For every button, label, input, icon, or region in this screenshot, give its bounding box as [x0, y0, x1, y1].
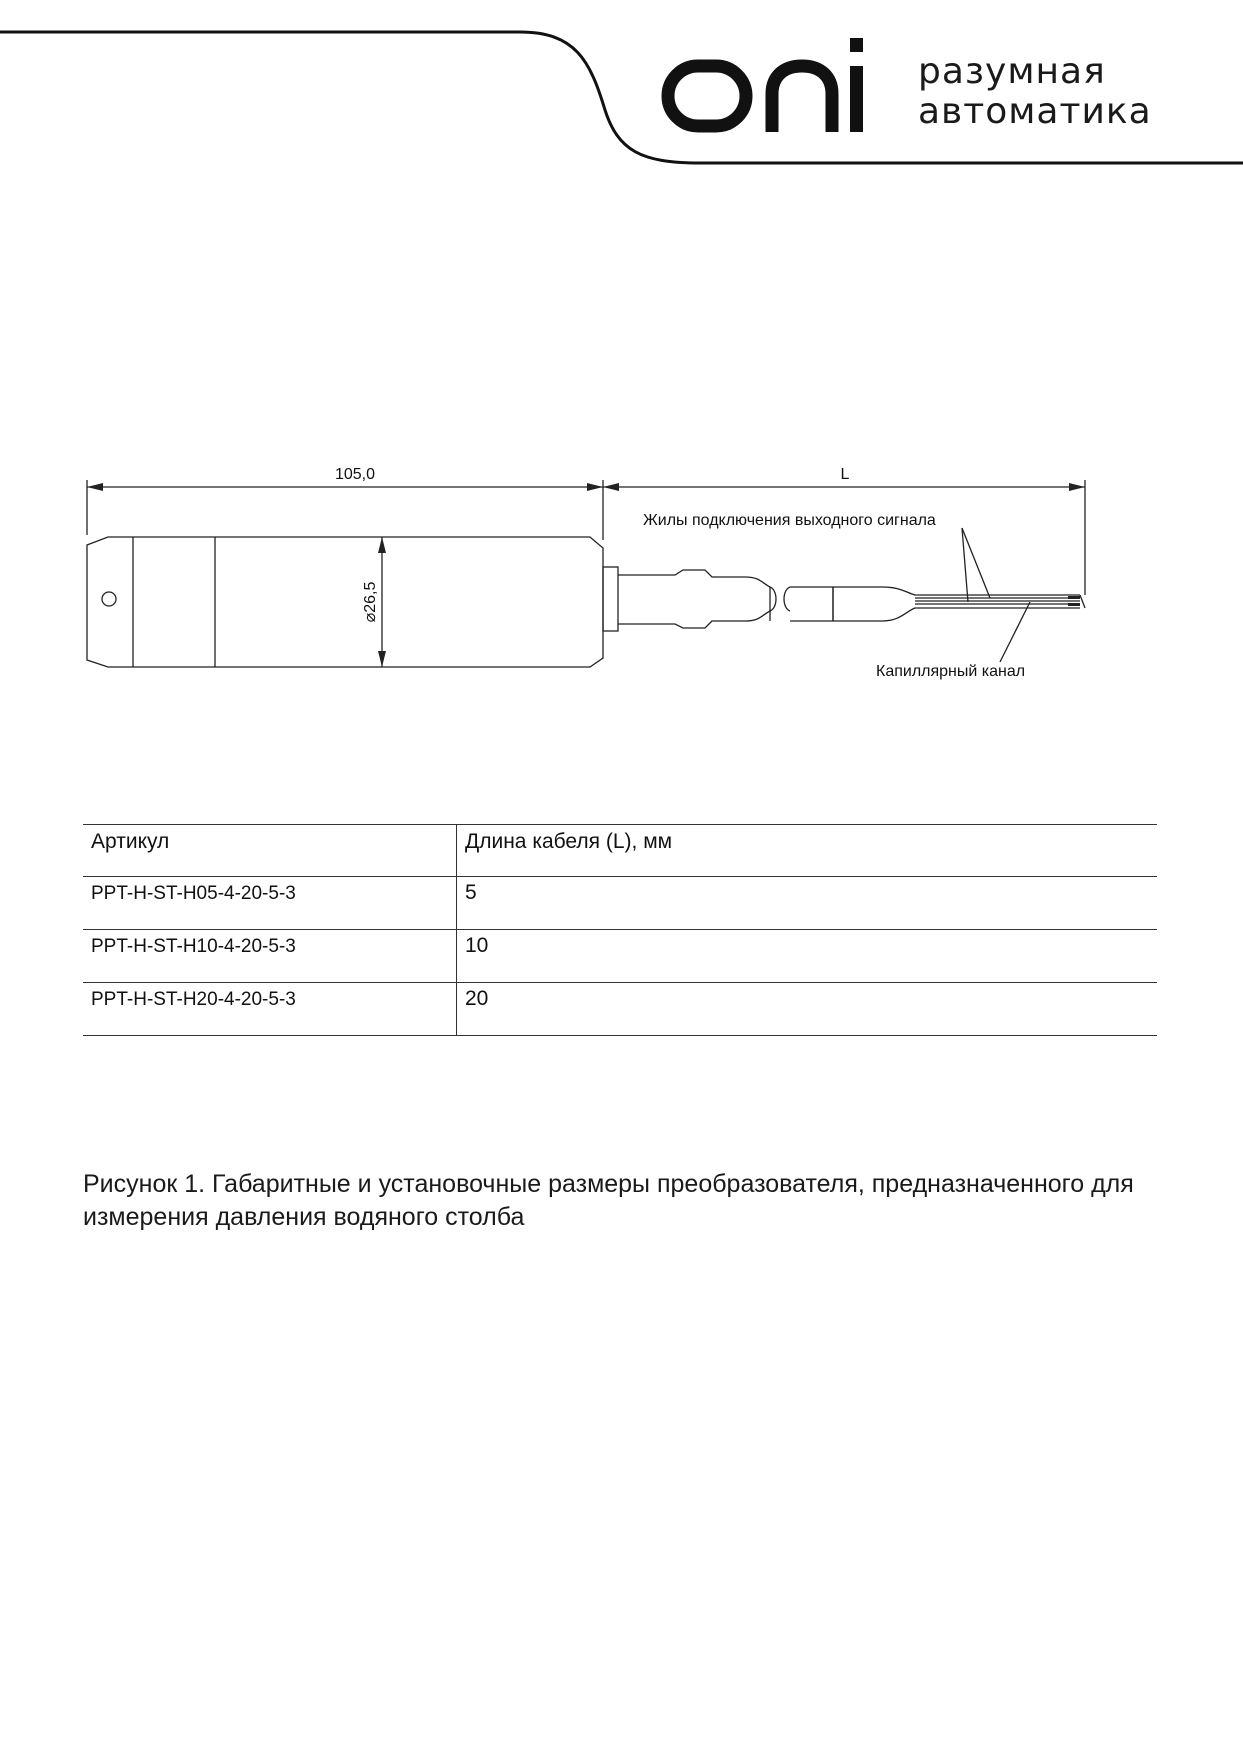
- table-row: [83, 983, 1157, 1036]
- figure-caption: [83, 1168, 1163, 1234]
- tagline-line-2: автоматика: [918, 91, 1152, 132]
- label-capillary-channel: Капиллярный канал: [876, 663, 1026, 680]
- dim-cable-length: L: [840, 466, 850, 483]
- table-row: [83, 930, 1157, 983]
- label-output-wires: Жилы подключения выходного сигнала: [643, 512, 936, 529]
- table-header-row: [83, 825, 1157, 877]
- cell-article: PPT-H-ST-H10-4-20-5-3: [83, 930, 457, 983]
- column-header-cable-length: Длина кабеля (L), мм: [457, 825, 1158, 877]
- sensor-drawing: [0, 440, 1243, 700]
- caption-line-1: Рисунок 1. Габаритные и установочные размеры преобразователя, предназначенного для: [83, 1170, 1134, 1198]
- caption-line-2: измерения давления водяного столба: [83, 1203, 525, 1231]
- cell-length: 5: [457, 877, 1158, 930]
- tagline-line-1: разумная: [918, 51, 1106, 92]
- cell-length: 20: [457, 983, 1158, 1036]
- brand-tagline: [918, 52, 1152, 132]
- cell-article: PPT-H-ST-H05-4-20-5-3: [83, 877, 457, 930]
- column-header-article: Артикул: [83, 825, 457, 877]
- table-row: [83, 877, 1157, 930]
- dim-body-length: 105,0: [334, 466, 376, 483]
- cell-article: PPT-H-ST-H20-4-20-5-3: [83, 983, 457, 1036]
- cell-length: 10: [457, 930, 1158, 983]
- oni-logo: [660, 28, 865, 138]
- cable-length-table: [83, 824, 1157, 1036]
- dim-diameter: ⌀26,5: [362, 581, 379, 623]
